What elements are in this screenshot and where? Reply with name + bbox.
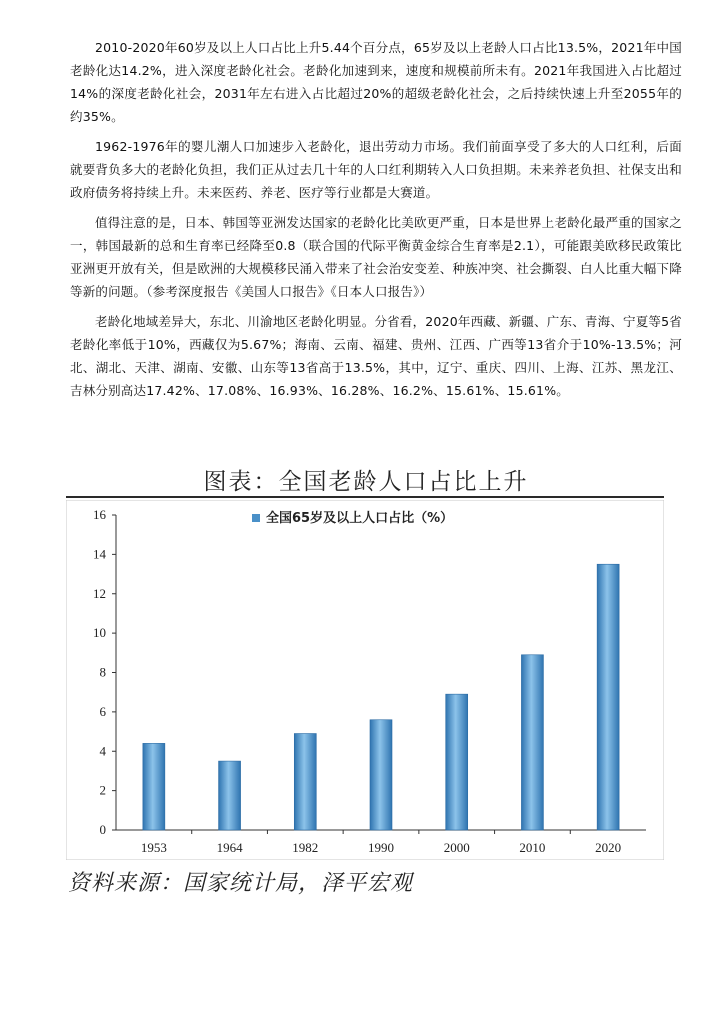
y-tick-label: 4 [99,743,106,759]
x-tick-label: 2010 [519,840,546,855]
paragraph-1: 2010-2020年60岁及以上人口占比上升5.44个百分点，65岁及以上老龄人口占比13.5%，2021年中国老龄化达14.2%，进入深度老龄化社会。老龄化加速到来，速度和规模前所未有。2021年我国进入占比超过14%的深度老龄化社会，2031年左右进入占比超过20%的超级老龄化社会，之后持续快速上升至2055年的约35%。 [70,40,682,124]
legend-label: 全国65岁及以上人口占比（%） [266,511,454,526]
y-tick-label: 10 [93,625,106,641]
body-text [70,36,682,409]
bar-chart [66,500,664,860]
y-tick-label: 2 [99,782,106,798]
bar-1953 [143,743,165,830]
y-tick-label: 16 [93,507,106,522]
x-tick-label: 1964 [216,840,243,855]
y-tick-label: 6 [99,703,106,719]
x-tick-label: 2000 [443,840,470,855]
bar-1964 [219,761,241,830]
x-tick-label: 1982 [292,840,319,855]
y-tick-label: 8 [99,664,106,680]
y-tick-label: 0 [99,822,106,837]
x-tick-label: 1990 [368,840,394,855]
paragraph-4: 老龄化地域差异大，东北、川渝地区老龄化明显。分省看，2020年西藏、新疆、广东、青海、宁夏等5省老龄化率低于10%，西藏仅为5.67%；海南、云南、福建、贵州、江西、广西等13省介于10%-13.5%；河北、湖北、天津、湖南、安徽、山东等13省高于13.5%，其中，辽宁、重庆、四川、上海、江苏、黑龙江、吉林分别高达17.42%、17.08%、16.93%、16.28%、16.2%、15.61%、15.61%。 [70,314,682,398]
paragraph-2: 1962-1976年的婴儿潮人口加速步入老龄化，退出劳动力市场。我们前面享受了多大的人口红利，后面就要背负多大的老龄化负担，我们正从过去几十年的人口红利期转入人口负担期。未来养老负担、社保支出和政府债务将持续上升。未来医药、养老、医疗等行业都是大赛道。 [70,139,682,200]
x-tick-label: 2020 [595,840,622,855]
y-tick-label: 12 [93,585,106,601]
source-note: 资料来源：国家统计局，泽平宏观 [68,871,414,896]
figure-title: 图表：全国老龄人口占比上升 [203,469,529,495]
bar-1990 [370,720,392,830]
bar-2000 [446,694,468,830]
paragraph-3: 值得注意的是，日本、韩国等亚洲发达国家的老龄化比美欧更严重，日本是世界上老龄化最严重的国家之一，韩国最新的总和生育率已经降至0.8（联合国的代际平衡黄金综合生育率是2.1），可能跟美欧移民政策比亚洲更开放有关，但是欧洲的大规模移民涌入带来了社会治安变差、种族冲突、社会撕裂、白人比重大幅下降等新的问题。（参考深度报告《美国人口报告》《日本人口报告》） [70,215,682,299]
bar-2010 [521,655,543,830]
title-rule [66,496,664,498]
bar-2020 [597,564,619,830]
legend-swatch [252,514,260,522]
bar-1982 [294,734,316,830]
x-tick-label: 1953 [140,840,167,855]
y-tick-label: 14 [93,546,106,562]
